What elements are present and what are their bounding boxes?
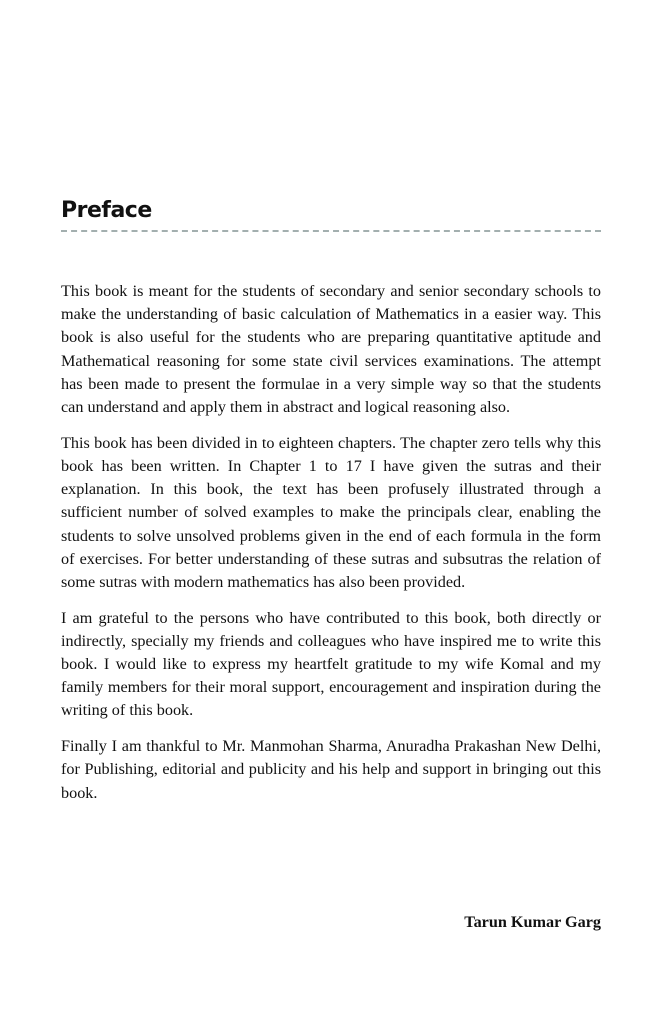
preface-body: [61, 280, 601, 817]
paragraph-thanks: Finally I am thankful to Mr. Manmohan Sharma, Anuradha Prakashan New Delhi, for Publishing, editorial and publicity and his help and support in bringing out this book.: [61, 737, 601, 802]
paragraph-gratitude: I am grateful to the persons who have contributed to this book, both directly or indirectly, specially my friends and colleagues who have inspired me to write this book. I would like to express my heartfelt gratitude to my wife Komal and my family members for their moral support, encouragement and inspiration during the writing of this book.: [61, 608, 601, 720]
paragraph-intro: This book is meant for the students of secondary and senior secondary schools to make the understanding of basic calculation of Mathematics in a easier way. This book is also useful for the students who are preparing quantitative aptitude and Mathematical reasoning for some state civil services examinations. The attempt has been made to present the formulae in a very simple way so that the students can understand and apply them in abstract and logical reasoning also.: [61, 282, 601, 417]
paragraph-chapters: This book has been divided in to eighteen chapters. The chapter zero tells why this book has been written. In Chapter 1 to 17 I have given the sutras and their explanation. In this book, the text has been profusely illustrated through a sufficient number of solved examples to make the principals clear, enabling the students to solve unsolved problems given in the end of each formula in the form of exercises. For better understanding of these sutras and subsutras the relation of some sutras with modern mathematics has also been provided.: [61, 433, 601, 591]
page-title: Preface: [61, 198, 152, 223]
title-divider: [61, 230, 601, 232]
author-signature: Tarun Kumar Garg: [464, 913, 601, 931]
